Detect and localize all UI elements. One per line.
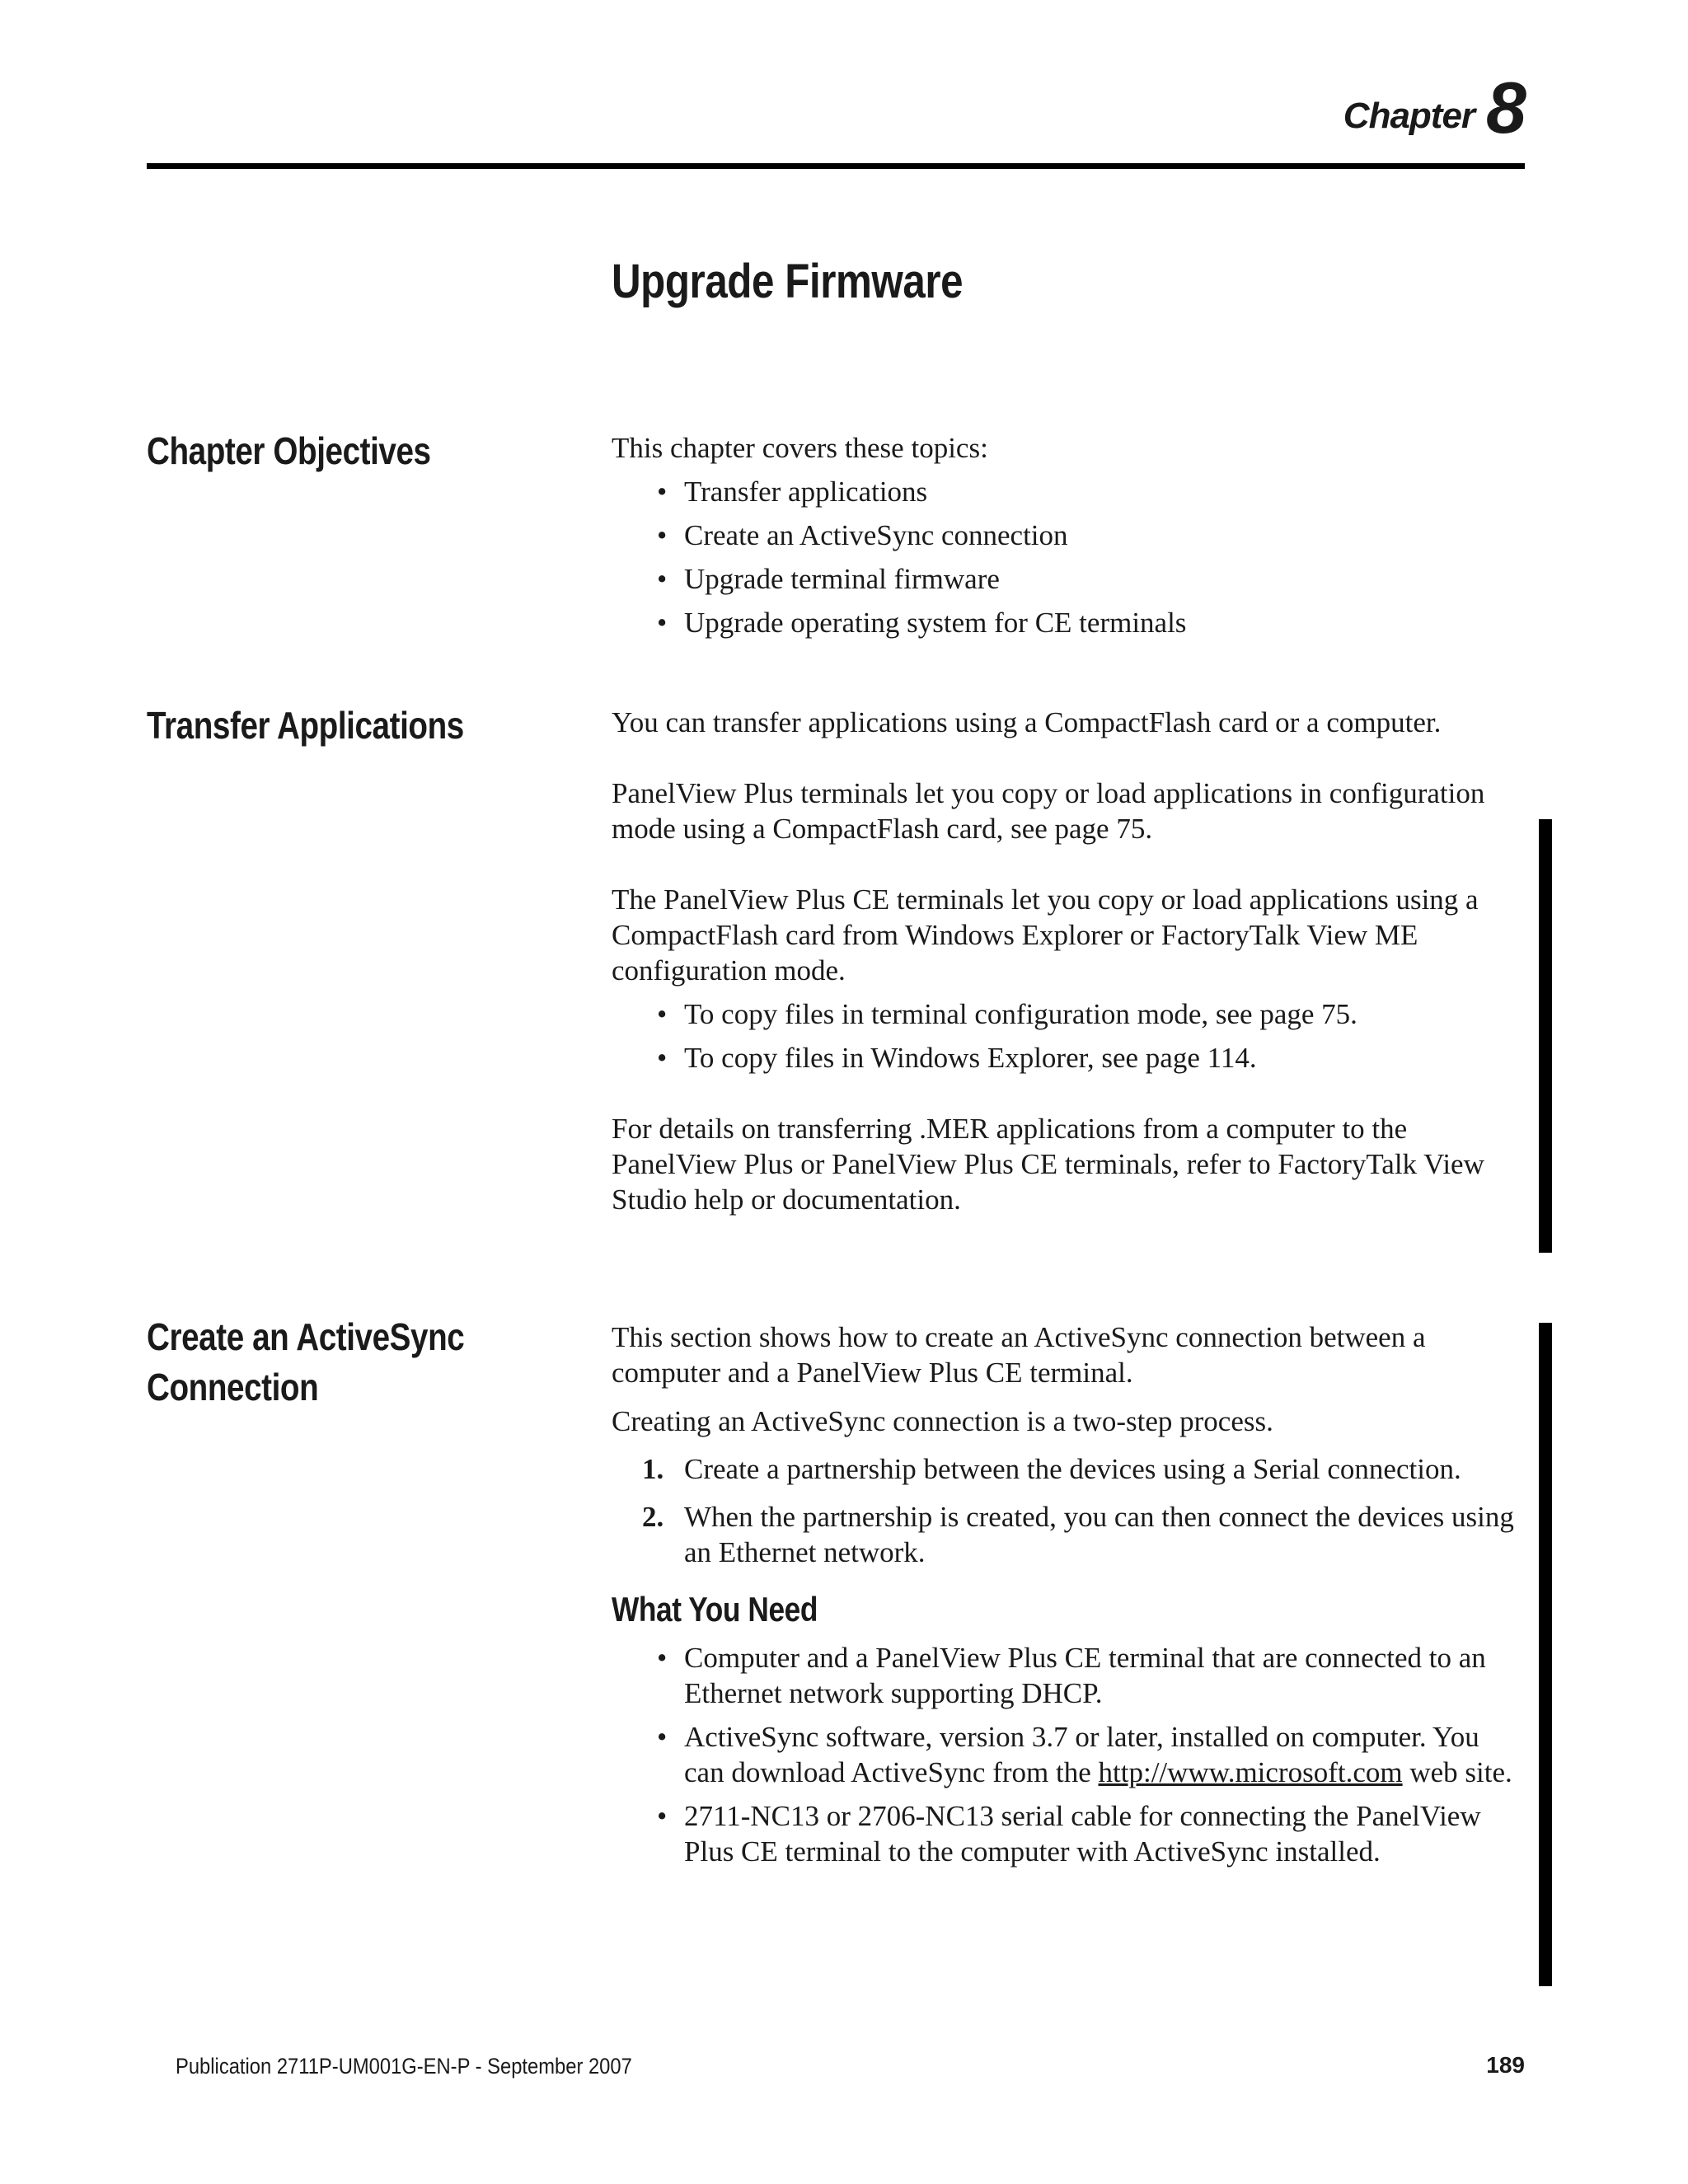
list-item: • To copy files in Windows Explorer, see page 114. bbox=[657, 1040, 1518, 1076]
list-item bbox=[642, 1451, 1518, 1487]
subheading-what-you-need: What You Need bbox=[612, 1590, 818, 1629]
need-text: ActiveSync software, version 3.7 or later, installed on computer. You can download ActiveSync from the bbox=[684, 1721, 1479, 1788]
heading-transfer-applications: Transfer Applications bbox=[147, 704, 464, 747]
heading-line: Connection bbox=[147, 1366, 319, 1408]
step-number: 2. bbox=[642, 1501, 664, 1533]
transfer-paragraph: You can transfer applications using a CompactFlash card or a computer. bbox=[612, 706, 1442, 738]
transfer-paragraph: For details on transferring .MER applications from a computer to the PanelView Plus or PanelView Plus CE terminals, refer to FactoryTalk View Studio help or documentation. bbox=[612, 1113, 1484, 1216]
need-text: web site. bbox=[1402, 1756, 1512, 1788]
objectives-topic-list bbox=[612, 474, 1518, 640]
chapter-number: 8 bbox=[1486, 67, 1526, 148]
list-item bbox=[642, 1499, 1518, 1570]
list-item bbox=[657, 1719, 1518, 1790]
list-item: • To copy files in terminal configuration mode, see page 75. bbox=[657, 996, 1518, 1032]
section-transfer-applications bbox=[612, 705, 1518, 1217]
step-text: When the partnership is created, you can then connect the devices using an Ethernet network. bbox=[684, 1501, 1514, 1568]
activesync-paragraph: Creating an ActiveSync connection is a two-step process. bbox=[612, 1405, 1273, 1437]
need-bullet-list bbox=[612, 1640, 1518, 1869]
activesync-step-list bbox=[612, 1451, 1518, 1570]
footer-page-number: 189 bbox=[1486, 2052, 1525, 2078]
chapter-rule-divider bbox=[147, 163, 1525, 169]
activesync-paragraph: This section shows how to create an ActiveSync connection between a computer and a PanelView Plus CE terminal. bbox=[612, 1321, 1426, 1389]
heading-line: Create an ActiveSync bbox=[147, 1315, 465, 1358]
page-title: Upgrade Firmware bbox=[612, 255, 964, 308]
chapter-word: Chapter bbox=[1343, 96, 1475, 136]
list-item: • Upgrade operating system for CE terminals bbox=[657, 605, 1518, 640]
list-item: • 2711-NC13 or 2706-NC13 serial cable for connecting the PanelView Plus CE terminal to the computer with ActiveSync installed. bbox=[657, 1798, 1518, 1869]
heading-create-activesync-connection bbox=[147, 1312, 464, 1413]
list-item: • Computer and a PanelView Plus CE terminal that are connected to an Ethernet network supporting DHCP. bbox=[657, 1640, 1518, 1711]
step-number: 1. bbox=[642, 1453, 664, 1485]
transfer-paragraph: PanelView Plus terminals let you copy or load applications in configuration mode using a CompactFlash card, see page 75. bbox=[612, 777, 1485, 845]
step-text: Create a partnership between the devices using a Serial connection. bbox=[684, 1453, 1461, 1485]
change-bar bbox=[1539, 1323, 1552, 1986]
microsoft-link[interactable]: http://www.microsoft.com bbox=[1098, 1756, 1403, 1788]
change-bar bbox=[1539, 819, 1552, 1253]
section-chapter-objectives bbox=[612, 430, 1518, 640]
objectives-intro: This chapter covers these topics: bbox=[612, 432, 988, 464]
chapter-label bbox=[1343, 66, 1526, 150]
footer-publication: Publication 2711P-UM001G-EN-P - September 2007 bbox=[176, 2054, 632, 2079]
heading-chapter-objectives: Chapter Objectives bbox=[147, 429, 431, 472]
section-create-activesync bbox=[612, 1319, 1518, 1869]
transfer-paragraph: The PanelView Plus CE terminals let you copy or load applications using a CompactFlash card from Windows Explorer or FactoryTalk View ME configuration mode. bbox=[612, 883, 1479, 987]
list-item: • Upgrade terminal firmware bbox=[657, 561, 1518, 597]
list-item: • Transfer applications bbox=[657, 474, 1518, 509]
transfer-bullet-list bbox=[612, 996, 1518, 1076]
list-item: • Create an ActiveSync connection bbox=[657, 518, 1518, 553]
